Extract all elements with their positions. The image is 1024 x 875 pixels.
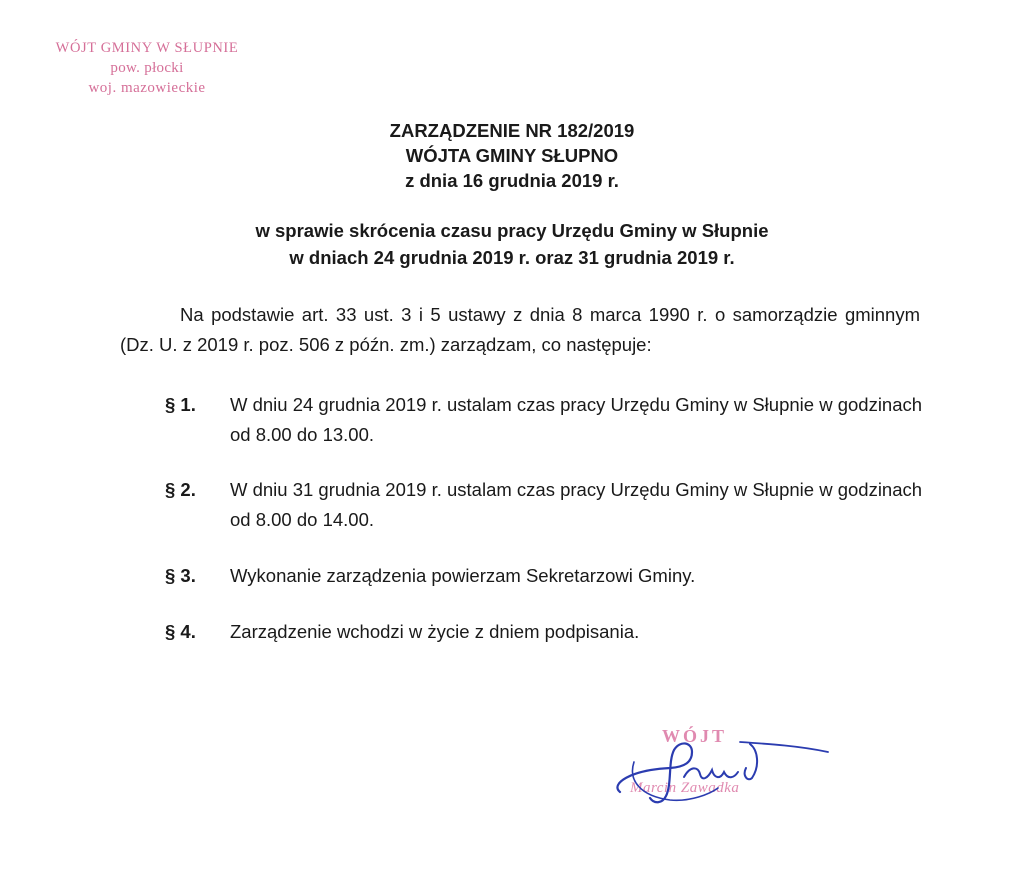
paragraph-text: Wykonanie zarządzenia powierzam Sekretarzowi Gminy. [230,565,696,586]
document-title [0,118,1024,193]
subject-line-1: w sprawie skrócenia czasu pracy Urzędu Gminy w Słupnie [255,220,769,241]
handwritten-signature-icon [600,722,830,817]
paragraph-number: § 2. [165,479,196,500]
paragraph-4 [165,617,925,647]
paragraph-number: § 4. [165,621,196,642]
signature-stamp-title: WÓJT [662,726,728,746]
paragraph-number: § 3. [165,565,196,586]
paragraph-text: Zarządzenie wchodzi w życie z dniem podpisania. [230,621,640,642]
document-subject [0,217,1024,271]
signature-block [600,722,830,817]
subject-line-2: w dniach 24 grudnia 2019 r. oraz 31 grudnia 2019 r. [289,247,735,268]
title-line-3: z dnia 16 grudnia 2019 r. [405,170,619,191]
paragraph-number: § 1. [165,394,196,415]
stamp-line-1: WÓJT GMINY W SŁUPNIE [55,40,239,56]
stamp-line-2: pow. płocki [110,60,184,76]
paragraph-3 [165,561,925,591]
title-line-1: ZARZĄDZENIE NR 182/2019 [389,120,635,141]
stamp-line-3: woj. mazowieckie [88,80,206,96]
paragraph-1 [165,390,925,450]
paragraph-text: W dniu 31 grudnia 2019 r. ustalam czas pracy Urzędu Gminy w Słupnie w godzinach od 8.00 do 14.00. [230,479,923,530]
signature-stamp-name: Marcin Zawadka [630,780,740,796]
preamble-text: Na podstawie art. 33 ust. 3 i 5 ustawy z dnia 8 marca 1990 r. o samorządzie gminnym (Dz. U. z 2019 r. poz. 506 z późn. zm.) zarządzam, co następuje: [120,304,920,355]
title-line-2: WÓJTA GMINY SŁUPNO [405,145,619,166]
paragraph-text: W dniu 24 grudnia 2019 r. ustalam czas pracy Urzędu Gminy w Słupnie w godzinach od 8.00 do 13.00. [230,394,923,445]
office-stamp [22,38,272,98]
paragraph-2 [165,475,925,535]
